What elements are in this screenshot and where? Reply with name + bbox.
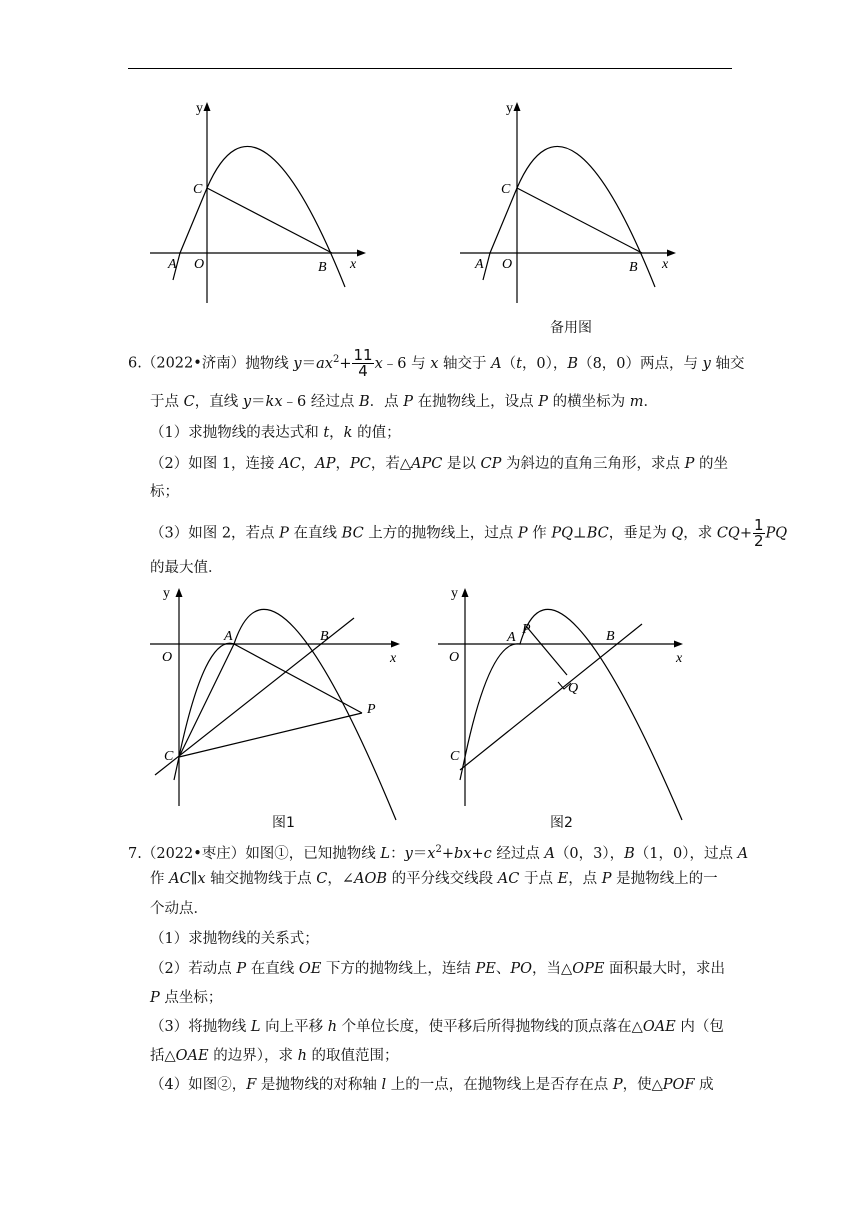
math-variable: h [297, 1048, 307, 1064]
math-variable: P [538, 394, 548, 410]
math-variable: B [358, 394, 370, 410]
label-c: C [501, 182, 511, 197]
math-variable: OAE [175, 1048, 209, 1064]
math-variable: PC [349, 456, 371, 472]
math-variable: P [601, 871, 612, 887]
label-b: B [318, 260, 327, 275]
q6-number: 6. [128, 355, 142, 372]
text-run: 上方的抛物线上，过点 [363, 525, 518, 542]
math-variable: CP [480, 456, 502, 472]
math-variable: Q [671, 525, 684, 542]
label-y: y [451, 586, 458, 601]
label-q: Q [568, 681, 579, 696]
text-run: + [471, 845, 484, 862]
text-run: 面积最大时，求出 [604, 961, 726, 977]
math-variable: kx [265, 394, 283, 410]
text-run: ．点 [369, 394, 404, 410]
figure-2 [430, 584, 690, 824]
math-variable: C [183, 394, 195, 410]
label-x: x [350, 257, 357, 272]
label-c: C [164, 749, 174, 764]
math-variable: C [316, 871, 328, 887]
math-variable: AC [279, 456, 301, 472]
text-run: ，0）， [521, 355, 568, 372]
text-run: + [339, 355, 352, 372]
text-run: 的取值范围； [306, 1048, 399, 1064]
q6-part2-line2 [150, 482, 179, 502]
label-b: B [320, 629, 329, 644]
q7-line3 [150, 899, 208, 919]
math-variable: L [250, 1019, 261, 1035]
math-variable: bx [453, 845, 472, 862]
label-y: y [196, 101, 203, 116]
text-run: ，当△ [532, 961, 573, 977]
label-o: O [194, 257, 205, 272]
text-run: 抛物线 [245, 355, 294, 372]
text-run: 下方的抛物线上，连结 [321, 961, 476, 977]
figure-top-right [450, 90, 680, 310]
q7-part1 [150, 929, 319, 949]
q6-source: （2022•济南） [141, 355, 246, 372]
text-run: ，垂足为 [608, 525, 672, 542]
text-run: 内（包 [675, 1019, 724, 1035]
q7-part4 [150, 1075, 714, 1095]
text-run: ，使△ [622, 1077, 663, 1093]
text-run: 在抛物线上，设点 [412, 394, 539, 410]
q7-part2-line2 [150, 988, 222, 1008]
math-variable: x [427, 845, 436, 862]
math-variable: y [293, 355, 302, 372]
label-b: B [606, 629, 615, 644]
text-run: （2）若动点 [150, 961, 237, 977]
text-run: 是以 [442, 456, 481, 472]
label-a: A [168, 257, 177, 272]
math-variable: A [544, 845, 555, 862]
math-variable: P [517, 525, 528, 542]
math-variable: PQ [765, 525, 788, 542]
text-run: 括△ [150, 1048, 176, 1064]
label-y: y [506, 101, 513, 116]
math-variable: x [430, 355, 439, 372]
math-variable: A [491, 355, 502, 372]
text-run: 作 [527, 525, 552, 542]
superscript: 2 [332, 353, 340, 365]
label-a: A [224, 629, 233, 644]
q6-stem-line1 [245, 346, 745, 380]
math-variable: CQ [716, 525, 740, 542]
text-run: 的值； [352, 425, 401, 441]
text-run: ＝ [301, 355, 317, 372]
text-run: 是抛物线的对称轴 [256, 1077, 382, 1093]
q6-part3-line2 [150, 558, 223, 578]
math-variable: POF [662, 1077, 695, 1093]
text-run: 于点 [519, 871, 558, 887]
q7-line1 [128, 840, 748, 864]
text-run: ＝ [412, 845, 428, 862]
text-run: 在直线 [246, 961, 299, 977]
text-run: 上的一点，在抛物线上是否存在点 [386, 1077, 613, 1093]
math-variable: l [381, 1077, 387, 1093]
text-run: 点坐标； [159, 990, 223, 1006]
math-variable: OPE [572, 961, 605, 977]
math-variable: OAE [642, 1019, 676, 1035]
backup-figure-caption: 备用图 [550, 320, 592, 336]
q6-part1 [150, 423, 401, 443]
text-run: ＝ [251, 394, 266, 410]
text-run: 为斜边的直角三角形，求点 [501, 456, 685, 472]
math-variable: BC [586, 525, 609, 542]
math-variable: A [737, 845, 749, 862]
math-variable: y [242, 394, 252, 410]
q6-line2 [150, 392, 658, 412]
text-run: ： [390, 845, 405, 862]
q6-line1 [128, 348, 744, 379]
text-run: （0，3）， [554, 845, 625, 862]
superscript: 2 [435, 844, 442, 855]
math-variable: y [404, 845, 413, 862]
text-run: 个单位长度，使平移后所得抛物线的顶点落在△ [337, 1019, 643, 1035]
q7-part3-line2 [150, 1046, 399, 1066]
q7-line2 [150, 869, 718, 889]
text-run: （2）如图 1，连接 [150, 456, 280, 472]
math-variable: F [246, 1077, 257, 1093]
text-run: 标； [150, 484, 179, 500]
label-a: A [507, 630, 516, 645]
text-run: ． [643, 394, 658, 410]
text-run: （3）将抛物线 [150, 1019, 251, 1035]
math-variable: OE [298, 961, 322, 977]
text-run: 的横坐标为 [547, 394, 630, 410]
label-c: C [450, 749, 460, 764]
math-variable: P [150, 990, 160, 1006]
text-run: ， [300, 456, 316, 472]
text-run: ﹣6 经过点 [282, 394, 359, 410]
text-run: 的坐 [694, 456, 728, 472]
text-run: ，若△ [370, 456, 411, 472]
label-p: P [367, 702, 376, 717]
label-x: x [676, 651, 683, 666]
label-b: B [629, 260, 638, 275]
text-run: ⊥ [573, 525, 587, 542]
q6-part2-line1 [150, 454, 728, 474]
label-o: O [162, 650, 173, 665]
label-c: C [193, 182, 203, 197]
text-run: 在直线 [288, 525, 342, 542]
text-run: （8，0）两点，与 [578, 355, 703, 372]
text-run: （4）如图②， [150, 1077, 247, 1093]
header-rule [128, 68, 732, 69]
label-o: O [502, 257, 513, 272]
math-variable: t [323, 425, 330, 441]
math-variable: P [684, 456, 695, 472]
label-p: P [522, 622, 531, 637]
math-variable: B [567, 355, 579, 372]
fraction: $\frac{1}{2}$ [753, 516, 764, 550]
math-variable: PE [475, 961, 496, 977]
text-run: 向上平移 [260, 1019, 328, 1035]
math-variable: ax [316, 355, 333, 372]
text-run: 于点 [150, 394, 184, 410]
text-run: ﹣6 与 [382, 355, 431, 372]
math-variable: P [236, 961, 247, 977]
q7-number: 7. [128, 845, 142, 862]
math-variable: k [343, 425, 353, 441]
text-run: （3）如图 2，若点 [150, 525, 280, 542]
text-run: 轴交抛物线于点 [205, 871, 317, 887]
label-o: O [449, 650, 460, 665]
text-run: ，∠ [327, 871, 355, 887]
math-variable: AC [497, 871, 520, 887]
math-variable: h [327, 1019, 338, 1035]
math-variable: BC [341, 525, 364, 542]
text-run: （ [501, 355, 517, 372]
text-run: 的平分线交线段 [387, 871, 498, 887]
text-run: 成 [694, 1077, 714, 1093]
math-variable: PO [510, 961, 533, 977]
math-variable: P [279, 525, 289, 542]
text-run: 作 [150, 871, 170, 887]
math-variable: APC [411, 456, 443, 472]
math-variable: P [403, 394, 413, 410]
text-run: ∥ [190, 871, 198, 887]
text-run: （1）求抛物线的表达式和 [150, 425, 324, 441]
math-variable: PQ [551, 525, 574, 542]
text-run: ，求 [683, 525, 717, 542]
figure-top-left [140, 90, 370, 310]
text-run: 轴交 [710, 355, 745, 372]
text-run: ，直线 [194, 394, 243, 410]
text-run: 轴交于 [438, 355, 492, 372]
text-run: 个动点． [150, 901, 208, 917]
q6-part3-line1 [150, 518, 787, 549]
math-variable: m [629, 394, 644, 410]
q7-part3-line1 [150, 1017, 724, 1037]
figure-2-caption: 图2 [550, 815, 573, 831]
text-run: 的最大值． [150, 560, 223, 576]
text-run: ， [329, 425, 344, 441]
math-variable: x [374, 355, 383, 372]
math-variable: L [380, 845, 391, 862]
text-run: + [441, 845, 454, 862]
math-variable: P [612, 1077, 623, 1093]
label-x: x [390, 651, 397, 666]
math-variable: t [516, 355, 522, 372]
figure-1 [150, 584, 410, 824]
math-variable: y [702, 355, 711, 372]
text-run: ，点 [568, 871, 602, 887]
text-run: 、 [495, 961, 511, 977]
q7-source: （2022•枣庄） [141, 845, 246, 862]
text-run: （1，0），过点 [634, 845, 738, 862]
text-run: + [739, 525, 752, 542]
label-x: x [662, 257, 669, 272]
math-variable: E [557, 871, 569, 887]
math-variable: AP [315, 456, 336, 472]
label-a: A [475, 257, 484, 272]
text-run: ， [335, 456, 350, 472]
text-run: 是抛物线上的一 [611, 871, 718, 887]
math-variable: x [197, 871, 206, 887]
figure-1-caption: 图1 [272, 815, 295, 831]
text-run: 经过点 [491, 845, 545, 862]
label-y: y [163, 586, 170, 601]
text-run: 如图①，已知抛物线 [245, 845, 381, 862]
fraction: $\frac{11}{4}$ [353, 346, 373, 380]
text-run: 的边界），求 [208, 1048, 298, 1064]
math-variable: AC [169, 871, 191, 887]
q7-stem-line1 [245, 846, 748, 862]
q7-part2-line1 [150, 959, 725, 979]
math-variable: B [624, 845, 635, 862]
math-variable: c [483, 845, 492, 862]
math-variable: AOB [354, 871, 388, 887]
text-run: （1）求抛物线的关系式； [150, 931, 319, 947]
